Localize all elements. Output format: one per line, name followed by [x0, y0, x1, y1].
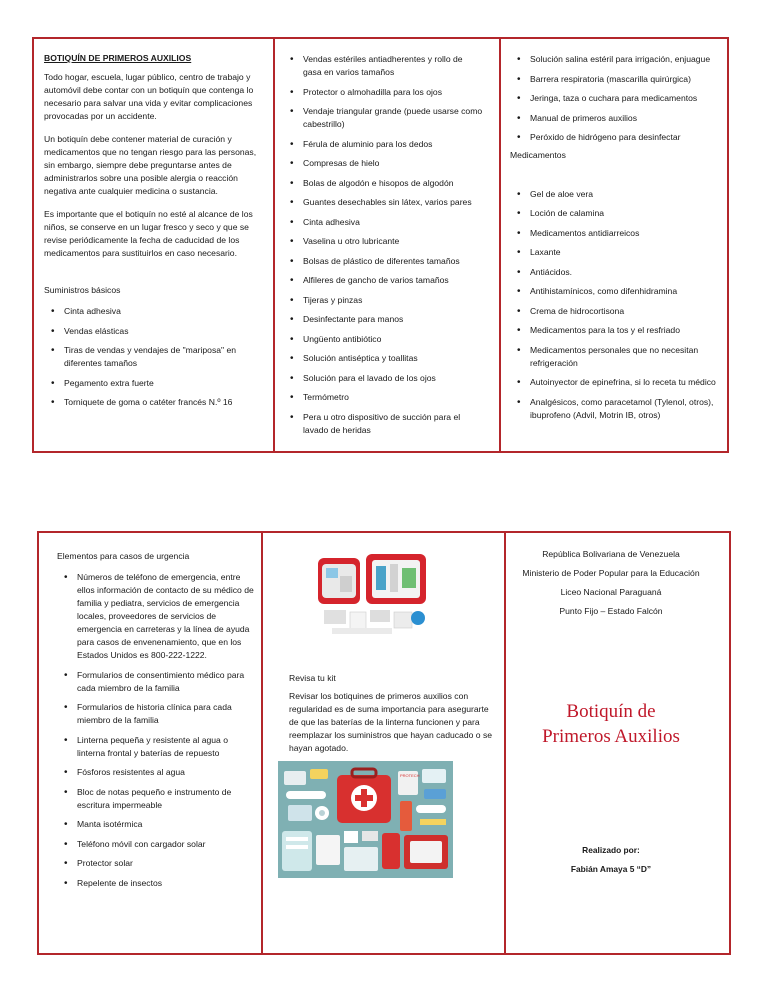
list-item: • Pegamento extra fuerte	[64, 377, 259, 390]
list-item: • Protector solar	[77, 857, 257, 870]
list-item: • Linterna pequeña y resistente al agua o linterna frontal y baterías de repuesto	[77, 734, 257, 760]
check-kit-heading: Revisa tu kit	[289, 673, 336, 683]
list-item: • Férula de aluminio para los dedos	[303, 138, 483, 151]
title-line-2: Primeros Auxilios	[542, 726, 680, 747]
kit-box-label: PROTECH	[400, 773, 420, 778]
list-item: • Pera u otro dispositivo de succión para el lavado de heridas	[303, 411, 483, 437]
list-item: • Cinta adhesiva	[303, 216, 483, 229]
list-item: • Termómetro	[303, 391, 483, 404]
list-item: • Barrera respiratoria (mascarilla quirúrgica)	[530, 73, 720, 86]
section-title: BOTIQUÍN DE PRIMEROS AUXILIOS	[44, 53, 192, 63]
supplies-list-continued	[510, 53, 720, 144]
medical-supplies-illustration	[278, 761, 453, 878]
author-name: Fabián Amaya 5 “D”	[570, 864, 652, 874]
emergency-heading: Elementos para casos de urgencia	[57, 551, 190, 561]
list-item: • Números de teléfono de emergencia, entre ellos información de contacto de su médico de familia y pediatra, servicios de emergencia locales, proveedores de servicios de emergencia en carreteras y la línea de ayuda para casos de envenenamiento, que en los Estados Unidos es 800-222-1222.	[77, 571, 257, 662]
list-item: • Loción de calamina	[530, 207, 720, 220]
list-item: • Medicamentos personales que no necesitan refrigeración	[530, 344, 720, 370]
list-item: • Formularios de consentimiento médico para cada miembro de la familia	[77, 669, 257, 695]
list-item: • Solución antiséptica y toallitas	[303, 352, 483, 365]
emergency-column	[57, 550, 257, 896]
first-aid-kit-photo	[306, 548, 440, 640]
list-item: • Bolas de algodón e hisopos de algodón	[303, 177, 483, 190]
list-item: • Tijeras y pinzas	[303, 294, 483, 307]
content-paragraph: Un botiquín debe contener material de curación y medicamentos que no tengan riesgo para las personas, sin embargo, siempre debe preguntarse antes de administrarlos sobre una posible alergia o reacción negativa ante cualquier medicina o sustancia.	[44, 134, 257, 196]
cover-header	[505, 548, 717, 624]
list-item: • Teléfono móvil con cargador solar	[77, 838, 257, 851]
list-item: • Vendas estériles antiadherentes y rollo de gasa en varios tamaños	[303, 53, 483, 79]
list-item: • Protector o almohadilla para los ojos	[303, 86, 483, 99]
list-item: • Crema de hidrocortisona	[530, 305, 720, 318]
column-divider	[273, 39, 275, 451]
cover-title	[505, 699, 717, 749]
list-item: • Torniquete de goma o catéter francés N.º 16	[64, 396, 259, 409]
list-item: • Vendas elásticas	[64, 325, 259, 338]
list-item: • Bloc de notas pequeño e instrumento de escritura impermeable	[77, 786, 257, 812]
title-line-1: Botiquín de	[566, 701, 656, 722]
supplies-column	[283, 53, 483, 443]
list-item: • Vaselina u otro lubricante	[303, 235, 483, 248]
list-item: • Solución salina estéril para irrigación, enjuague	[530, 53, 720, 66]
check-kit-text: Revisar los botiquines de primeros auxilios con regularidad es de suma importancia para asegurarte de que las baterías de la linterna funcionen y para reemplazar los suministros que hayan caducado o se hayan agotado.	[289, 691, 493, 753]
school-name: Liceo Nacional Paraguaná	[560, 587, 662, 597]
list-item: • Antihistamínicos, como difenhidramina	[530, 285, 720, 298]
list-item: • Guantes desechables sin látex, varios pares	[303, 196, 483, 209]
medicines-list	[510, 188, 720, 422]
medicines-column	[510, 53, 720, 428]
list-item: • Gel de aloe vera	[530, 188, 720, 201]
location: Punto Fijo – Estado Falcón	[559, 606, 663, 616]
medicines-heading: Medicamentos	[510, 149, 566, 160]
made-by-label: Realizado por:	[582, 845, 640, 855]
list-item: • Antiácidos.	[530, 266, 720, 279]
list-item: • Manual de primeros auxilios	[530, 112, 720, 125]
emergency-list	[57, 571, 257, 890]
list-item: • Alfileres de gancho de varios tamaños	[303, 274, 483, 287]
list-item: • Ungüento antibiótico	[303, 333, 483, 346]
country-name: República Bolivariana de Venezuela	[542, 549, 680, 559]
check-kit-column	[289, 672, 493, 765]
column-divider	[261, 533, 263, 953]
supplies-list-continued	[283, 53, 483, 437]
list-item: • Solución para el lavado de los ojos	[303, 372, 483, 385]
list-item: • Analgésicos, como paracetamol (Tylenol, otros), ibuprofeno (Advil, Motrin IB, otros)	[530, 396, 720, 422]
list-item: • Compresas de hielo	[303, 157, 483, 170]
list-item: • Desinfectante para manos	[303, 313, 483, 326]
list-item: • Laxante	[530, 246, 720, 259]
column-divider	[499, 39, 501, 451]
list-item: • Jeringa, taza o cuchara para medicamentos	[530, 92, 720, 105]
list-item: • Autoinyector de epinefrina, si lo receta tu médico	[530, 376, 720, 389]
storage-paragraph: Es importante que el botiquín no esté al alcance de los niños, se conserve en un lugar fresco y seco y que se revise periódicamente la fecha de caducidad de los medicamentos para sustituirlos en caso necesario.	[44, 209, 253, 258]
list-item: • Medicamentos para la tos y el resfriado	[530, 324, 720, 337]
list-item: • Medicamentos antidiarreicos	[530, 227, 720, 240]
supplies-heading: Suministros básicos	[44, 285, 121, 295]
list-item: • Cinta adhesiva	[64, 305, 259, 318]
list-item: • Repelente de insectos	[77, 877, 257, 890]
intro-column	[44, 52, 259, 416]
intro-paragraph: Todo hogar, escuela, lugar público, centro de trabajo y automóvil debe contar con un botiquín que contenga lo necesario para salvar una vida y evitar complicaciones provocadas por un accidente.	[44, 72, 254, 121]
supplies-list	[44, 305, 259, 409]
list-item: • Formularios de historia clínica para cada miembro de la familia	[77, 701, 257, 727]
list-item: • Tiras de vendas y vendajes de "mariposa" en diferentes tamaños	[64, 344, 259, 370]
list-item: • Bolsas de plástico de diferentes tamaños	[303, 255, 483, 268]
list-item: • Fósforos resistentes al agua	[77, 766, 257, 779]
ministry-name: Ministerio de Poder Popular para la Educación	[522, 568, 700, 578]
list-item: • Peróxido de hidrógeno para desinfectar	[530, 131, 720, 144]
credits	[505, 844, 717, 876]
list-item: • Vendaje triangular grande (puede usarse como cabestrillo)	[303, 105, 483, 131]
list-item: • Manta isotérmica	[77, 818, 257, 831]
